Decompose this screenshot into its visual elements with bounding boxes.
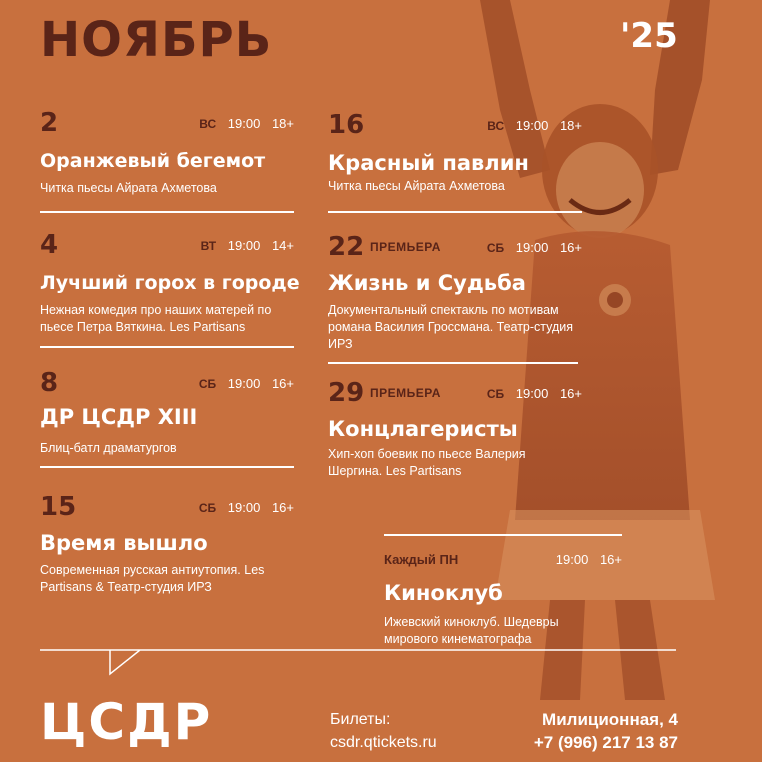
event-description: Нежная комедия про наших матерей по пьесе Петра Вяткина. Les Partisans bbox=[40, 303, 272, 334]
event-age: 18+ bbox=[271, 116, 294, 131]
kinoclub-schedule: Каждый ПН bbox=[384, 552, 459, 567]
event-meta bbox=[199, 116, 294, 131]
event-meta bbox=[199, 376, 294, 391]
event-age: 16+ bbox=[271, 376, 294, 391]
footer-divider bbox=[40, 640, 680, 676]
tickets-link[interactable]: csdr.qtickets.ru bbox=[330, 734, 437, 751]
event-meta bbox=[487, 240, 582, 255]
premiere-badge: ПРЕМЬЕРА bbox=[370, 240, 441, 254]
event-description: Современная русская антиутопия. Les Partisans & Театр-студия ИРЗ bbox=[40, 563, 265, 594]
event-title: Время вышло bbox=[40, 531, 208, 555]
event-age: 14+ bbox=[271, 238, 294, 253]
event-weekday: СБ bbox=[198, 501, 217, 515]
event-description: Блиц-батл драматургов bbox=[40, 441, 177, 455]
event-title: Оранжевый бегемот bbox=[40, 150, 266, 172]
event-time: 19:00 bbox=[515, 118, 549, 133]
event-meta bbox=[556, 552, 622, 567]
event-time: 19:00 bbox=[227, 116, 261, 131]
event-description: Документальный спектакль по мотивам романа Василия Гроссмана. Театр-студия ИРЗ bbox=[328, 303, 574, 351]
event-meta bbox=[199, 500, 294, 515]
divider bbox=[384, 534, 622, 536]
event-time: 19:00 bbox=[515, 240, 549, 255]
event-date: 8 bbox=[40, 368, 59, 398]
year-label: '25 bbox=[620, 16, 678, 56]
divider bbox=[328, 362, 578, 364]
phone[interactable]: +7 (996) 217 13 87 bbox=[533, 733, 678, 752]
event-title: ДР ЦСДР XIII bbox=[40, 405, 198, 429]
event-title: Концлагеристы bbox=[328, 417, 518, 441]
month-title: НОЯБРЬ bbox=[40, 12, 273, 68]
event-date: 4 bbox=[40, 230, 59, 260]
event-description: Хип-хоп боевик по пьесе Валерия Шергина. Les Partisans bbox=[328, 447, 526, 478]
event-title: Жизнь и Судьба bbox=[328, 271, 526, 295]
event-weekday: СБ bbox=[486, 387, 505, 401]
event-meta bbox=[201, 238, 294, 253]
event-time: 19:00 bbox=[515, 386, 549, 401]
event-title: Лучший горох в городе bbox=[40, 272, 300, 294]
event-date: 2 bbox=[40, 108, 59, 138]
event-time: 19:00 bbox=[227, 376, 261, 391]
event-date: 16 bbox=[328, 110, 365, 140]
event-weekday: ВТ bbox=[200, 239, 217, 253]
event-time: 19:00 bbox=[555, 552, 589, 567]
divider bbox=[40, 346, 294, 348]
event-description: Ижевский киноклуб. Шедевры мирового кинематографа bbox=[384, 615, 559, 646]
tickets-info bbox=[330, 708, 437, 754]
event-meta bbox=[487, 386, 582, 401]
event-meta bbox=[487, 118, 582, 133]
event-weekday: СБ bbox=[198, 377, 217, 391]
event-description: Читка пьесы Айрата Ахметова bbox=[40, 181, 217, 195]
divider bbox=[40, 211, 294, 213]
divider bbox=[40, 466, 294, 468]
divider bbox=[328, 211, 582, 213]
event-date: 15 bbox=[40, 492, 77, 522]
premiere-badge: ПРЕМЬЕРА bbox=[370, 386, 441, 400]
brand-logo[interactable]: ЦСДР bbox=[40, 693, 213, 751]
event-date: 22 bbox=[328, 232, 365, 262]
event-age: 16+ bbox=[271, 500, 294, 515]
event-time: 19:00 bbox=[227, 238, 261, 253]
address: Милиционная, 4 bbox=[542, 710, 678, 729]
contact-info bbox=[534, 708, 678, 754]
event-title: Киноклуб bbox=[384, 581, 503, 605]
tickets-label: Билеты: bbox=[330, 711, 391, 728]
event-weekday: СБ bbox=[486, 241, 505, 255]
event-date: 29 bbox=[328, 378, 365, 408]
event-weekday: ВС bbox=[487, 119, 505, 133]
event-age: 16+ bbox=[559, 240, 582, 255]
event-age: 16+ bbox=[559, 386, 582, 401]
footer bbox=[0, 690, 762, 762]
event-weekday: ВС bbox=[199, 117, 217, 131]
event-title: Красный павлин bbox=[328, 151, 529, 175]
event-age: 18+ bbox=[559, 118, 582, 133]
event-time: 19:00 bbox=[227, 500, 261, 515]
event-description: Читка пьесы Айрата Ахметова bbox=[328, 179, 505, 193]
event-age: 16+ bbox=[599, 552, 622, 567]
